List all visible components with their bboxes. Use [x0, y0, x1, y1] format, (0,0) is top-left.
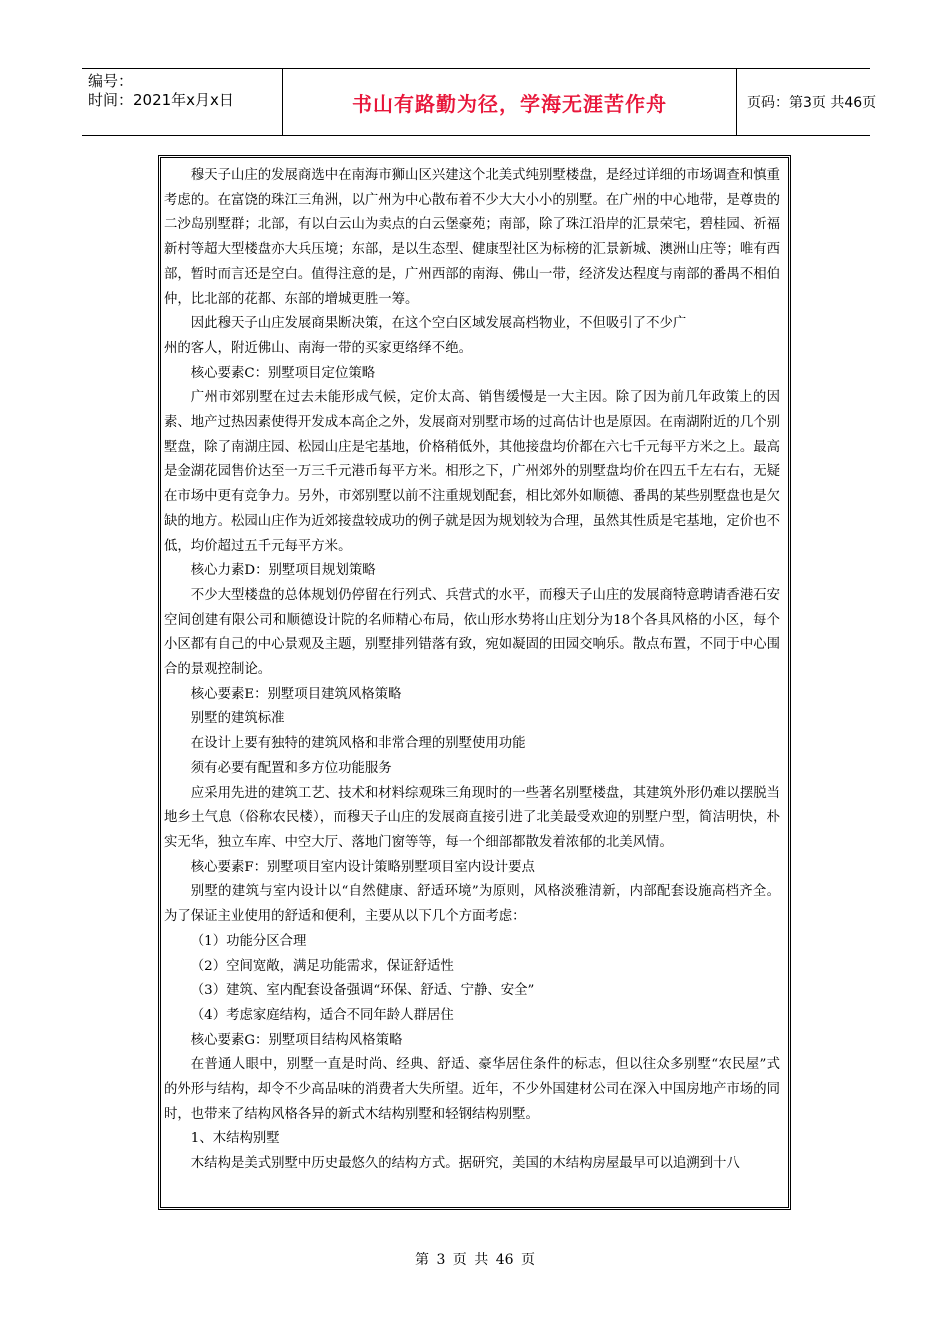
paragraph: 在普通人眼中，别墅一直是时尚、经典、舒适、豪华居住条件的标志，但以往众多别墅“农民屋”式的外形与结构，却令不少高品味的消费者大失所望。近年，不少外国建材公司在深入中国房地产市场的同时，也带来了结构风格各异的新式木结构别墅和轻钢结构别墅。 — [164, 1057, 780, 1122]
paragraph: 木结构是美式别墅中历史最悠久的结构方式。据研究，美国的木结构房屋最早可以追溯到十八 — [190, 1156, 740, 1172]
header-page-info: 页码：第3页 共46页 — [747, 95, 877, 111]
paragraph: 因此穆天子山庄发展商果断决策，在这个空白区域发展高档物业，不但吸引了不少广 — [190, 316, 687, 332]
paragraph: 别墅的建筑与室内设计以“自然健康、舒适环境”为原则，风格淡雅清新，内部配套设施高档齐全。为了保证主业使用的舒适和便利，主要从以下几个方面考虑： — [164, 884, 780, 925]
paragraph: 广州市郊别墅在过去未能形成气候，定价太高、销售缓慢是一大主因。除了因为前几年政策上的因素、地产过热因素使得开发成本高企之外，发展商对别墅市场的过高估计也是原因。在南湖附近的几个别墅盘，除了南湖庄园、松园山庄是宅基地，价格稍低外，其他接盘均价都在六七千元每平方米之上。最高是金湖花园售价达至一万三千元港币每平方米。相形之下，广州郊外的别墅盘均价在四五千左右右，无疑在市场中更有竞争力。另外，市郊别墅以前不注重规划配套，相比郊外如顺德、番禺的某些别墅盘也是欠缺的地方。松园山庄作为近郊接盘较成功的例子就是因为规划较为合理，虽然其性质是宅基地，定价也不低，均价超过五千元每平方米。 — [164, 390, 780, 554]
paragraph: 须有必要有配置和多方位功能服务 — [190, 760, 392, 776]
paragraph: 不少大型楼盘的总体规划仍停留在行列式、兵营式的水平，而穆天子山庄的发展商特意聘请香港石安空间创建有限公司和顺德设计院的名师精心布局，依山形水势将山庄划分为18个各具风格的小区，每个小区都有自己的中心景观及主题，别墅排列错落有致，宛如凝固的田园交响乐。散点布置，不同于中心围合的景观控制论。 — [164, 587, 780, 678]
page-footer: 第 3 页 共 46 页 — [415, 1252, 535, 1268]
list-item: （2）空间宽敞，满足功能需求，保证舒适性 — [190, 958, 454, 974]
doc-time-label: 时间：2021年x月x日 — [88, 91, 234, 109]
document-body — [161, 158, 788, 1177]
section-heading: 核心要素E：别墅项目建筑风格策略 — [190, 686, 402, 702]
paragraph: 在设计上要有独特的建筑风格和非常合理的别墅使用功能 — [190, 736, 526, 752]
content-frame — [158, 155, 791, 1210]
list-item: （4）考虑家庭结构，适合不同年龄人群居住 — [190, 1007, 454, 1023]
paragraph: 别墅的建筑标准 — [190, 711, 285, 727]
page-header — [82, 68, 877, 136]
section-heading: 核心要素C：别墅项目定位策略 — [190, 365, 376, 381]
paragraph: 应采用先进的建筑工艺、技术和材料综观珠三角现时的一些著名别墅楼盘，其建筑外形仍难以摆脱当地乡土气息（俗称农民楼），而穆天子山庄的发展商直接引进了北美最受欢迎的别墅户型，简洁明快，朴实无华，独立车库、中空大厅、落地门窗等等，每一个细部都散发着浓郁的北美风情。 — [164, 785, 780, 850]
section-heading: 核心要素F：别墅项目室内设计策略别墅项目室内设计要点 — [190, 859, 535, 875]
list-item: （1）功能分区合理 — [190, 933, 307, 949]
section-heading: 核心力素D：别墅项目规划策略 — [190, 563, 376, 579]
header-motto-cell — [282, 69, 737, 135]
doc-number-label: 编号： — [88, 72, 134, 90]
header-motto: 书山有路勤为径，学海无涯苦作舟 — [352, 91, 667, 116]
list-item: （3）建筑、室内配套设备强调“环保、舒适、宁静、安全” — [190, 983, 535, 999]
paragraph: 穆天子山庄的发展商选中在南海市狮山区兴建这个北美式纯别墅楼盘，是经过详细的市场调查和慎重考虑的。在富饶的珠江三角洲，以广州为中心散布着不少大大小小的别墅。在广州的中心地带，是尊贵的二沙岛别墅群；北部，有以白云山为卖点的白云堡豪苑；南部，除了珠江沿岸的汇景荣宅，碧桂园、祈福新村等超大型楼盘亦大兵压境；东部，是以生态型、健康型社区为标榜的汇景新城、澳洲山庄等；唯有西部，暂时而言还是空白。值得注意的是，广州西部的南海、佛山一带，经济发达程度与南部的番禺不相伯仲，比北部的花都、东部的增城更胜一筹。 — [164, 168, 780, 307]
paragraph: 州的客人，附近佛山、南海一带的买家更络绎不绝。 — [164, 340, 472, 356]
header-meta — [82, 69, 282, 135]
subsection-heading: 1、木结构别墅 — [190, 1131, 280, 1147]
section-heading: 核心要素G：别墅项目结构风格策略 — [190, 1032, 403, 1048]
